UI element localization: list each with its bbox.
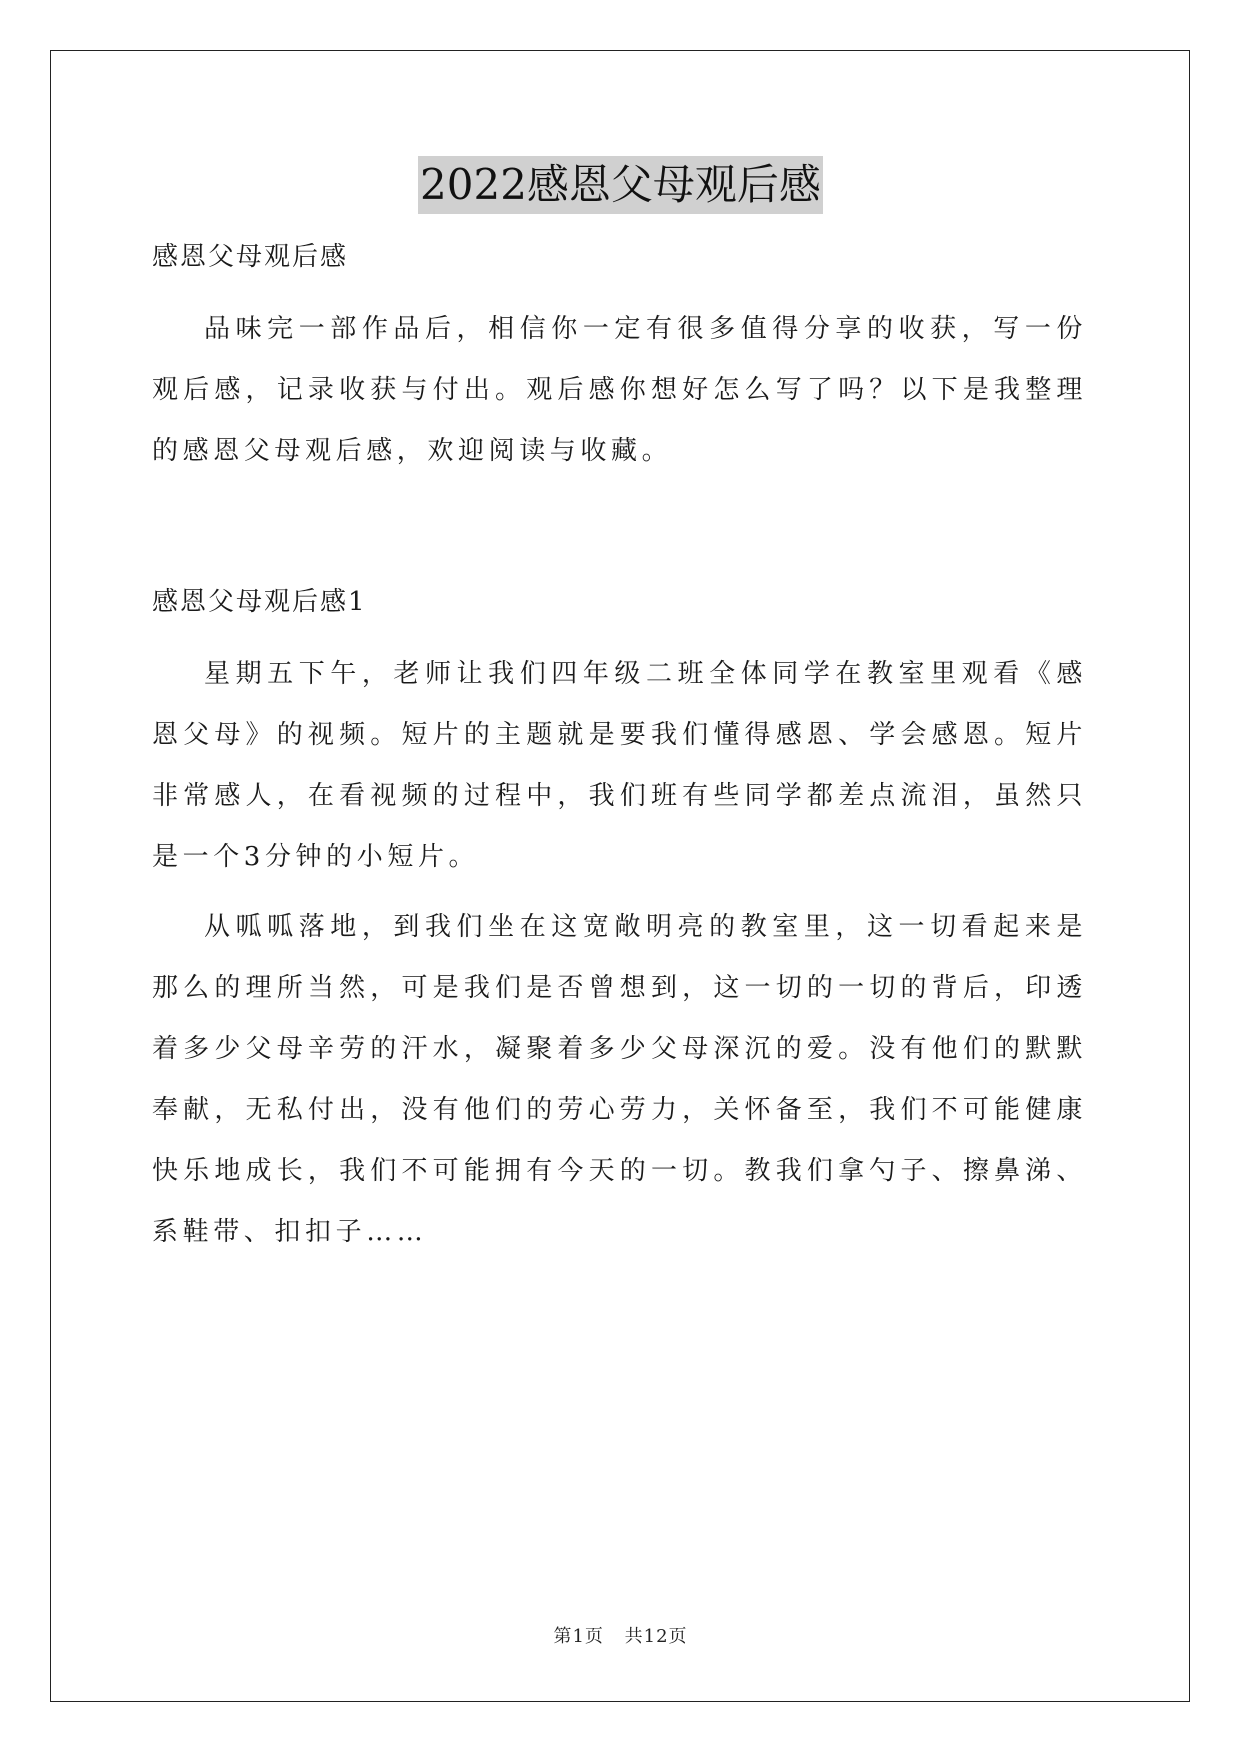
intro-heading: 感恩父母观后感: [152, 242, 349, 272]
page-total: 共12页: [624, 1626, 688, 1647]
section1-paragraph-2: 从呱呱落地，到我们坐在这宽敞明亮的教室里，这一切看起来是那么的理所当然，可是我们是否曾想到，这一切的一切的背后，印透着多少父母辛劳的汗水，凝聚着多少父母深沉的爱。没有他们的默默奉献，无私付出，没有他们的劳心劳力，关怀备至，我们不可能健康快乐地成长，我们不可能拥有今天的一切。教我们拿勺子、擦鼻涕、系鞋带、扣扣子……: [152, 912, 1087, 1247]
intro-paragraph: 品味完一部作品后，相信你一定有很多值得分享的收获，写一份观后感，记录收获与付出。观后感你想好怎么写了吗？以下是我整理的感恩父母观后感，欢迎阅读与收藏。: [152, 314, 1087, 466]
page-number: 第1页: [553, 1626, 604, 1647]
title-area: [0, 156, 1241, 214]
document-body: [152, 235, 1087, 1263]
section1-paragraph-1: 星期五下午，老师让我们四年级二班全体同学在教室里观看《感恩父母》的视频。短片的主题就是要我们懂得感恩、学会感恩。短片非常感人，在看视频的过程中，我们班有些同学都差点流泪，虽然只是一个3分钟的小短片。: [152, 659, 1087, 872]
page-footer: [0, 1622, 1241, 1648]
document-title: 2022感恩父母观后感: [418, 156, 823, 214]
section1-heading: 感恩父母观后感1: [152, 587, 367, 617]
